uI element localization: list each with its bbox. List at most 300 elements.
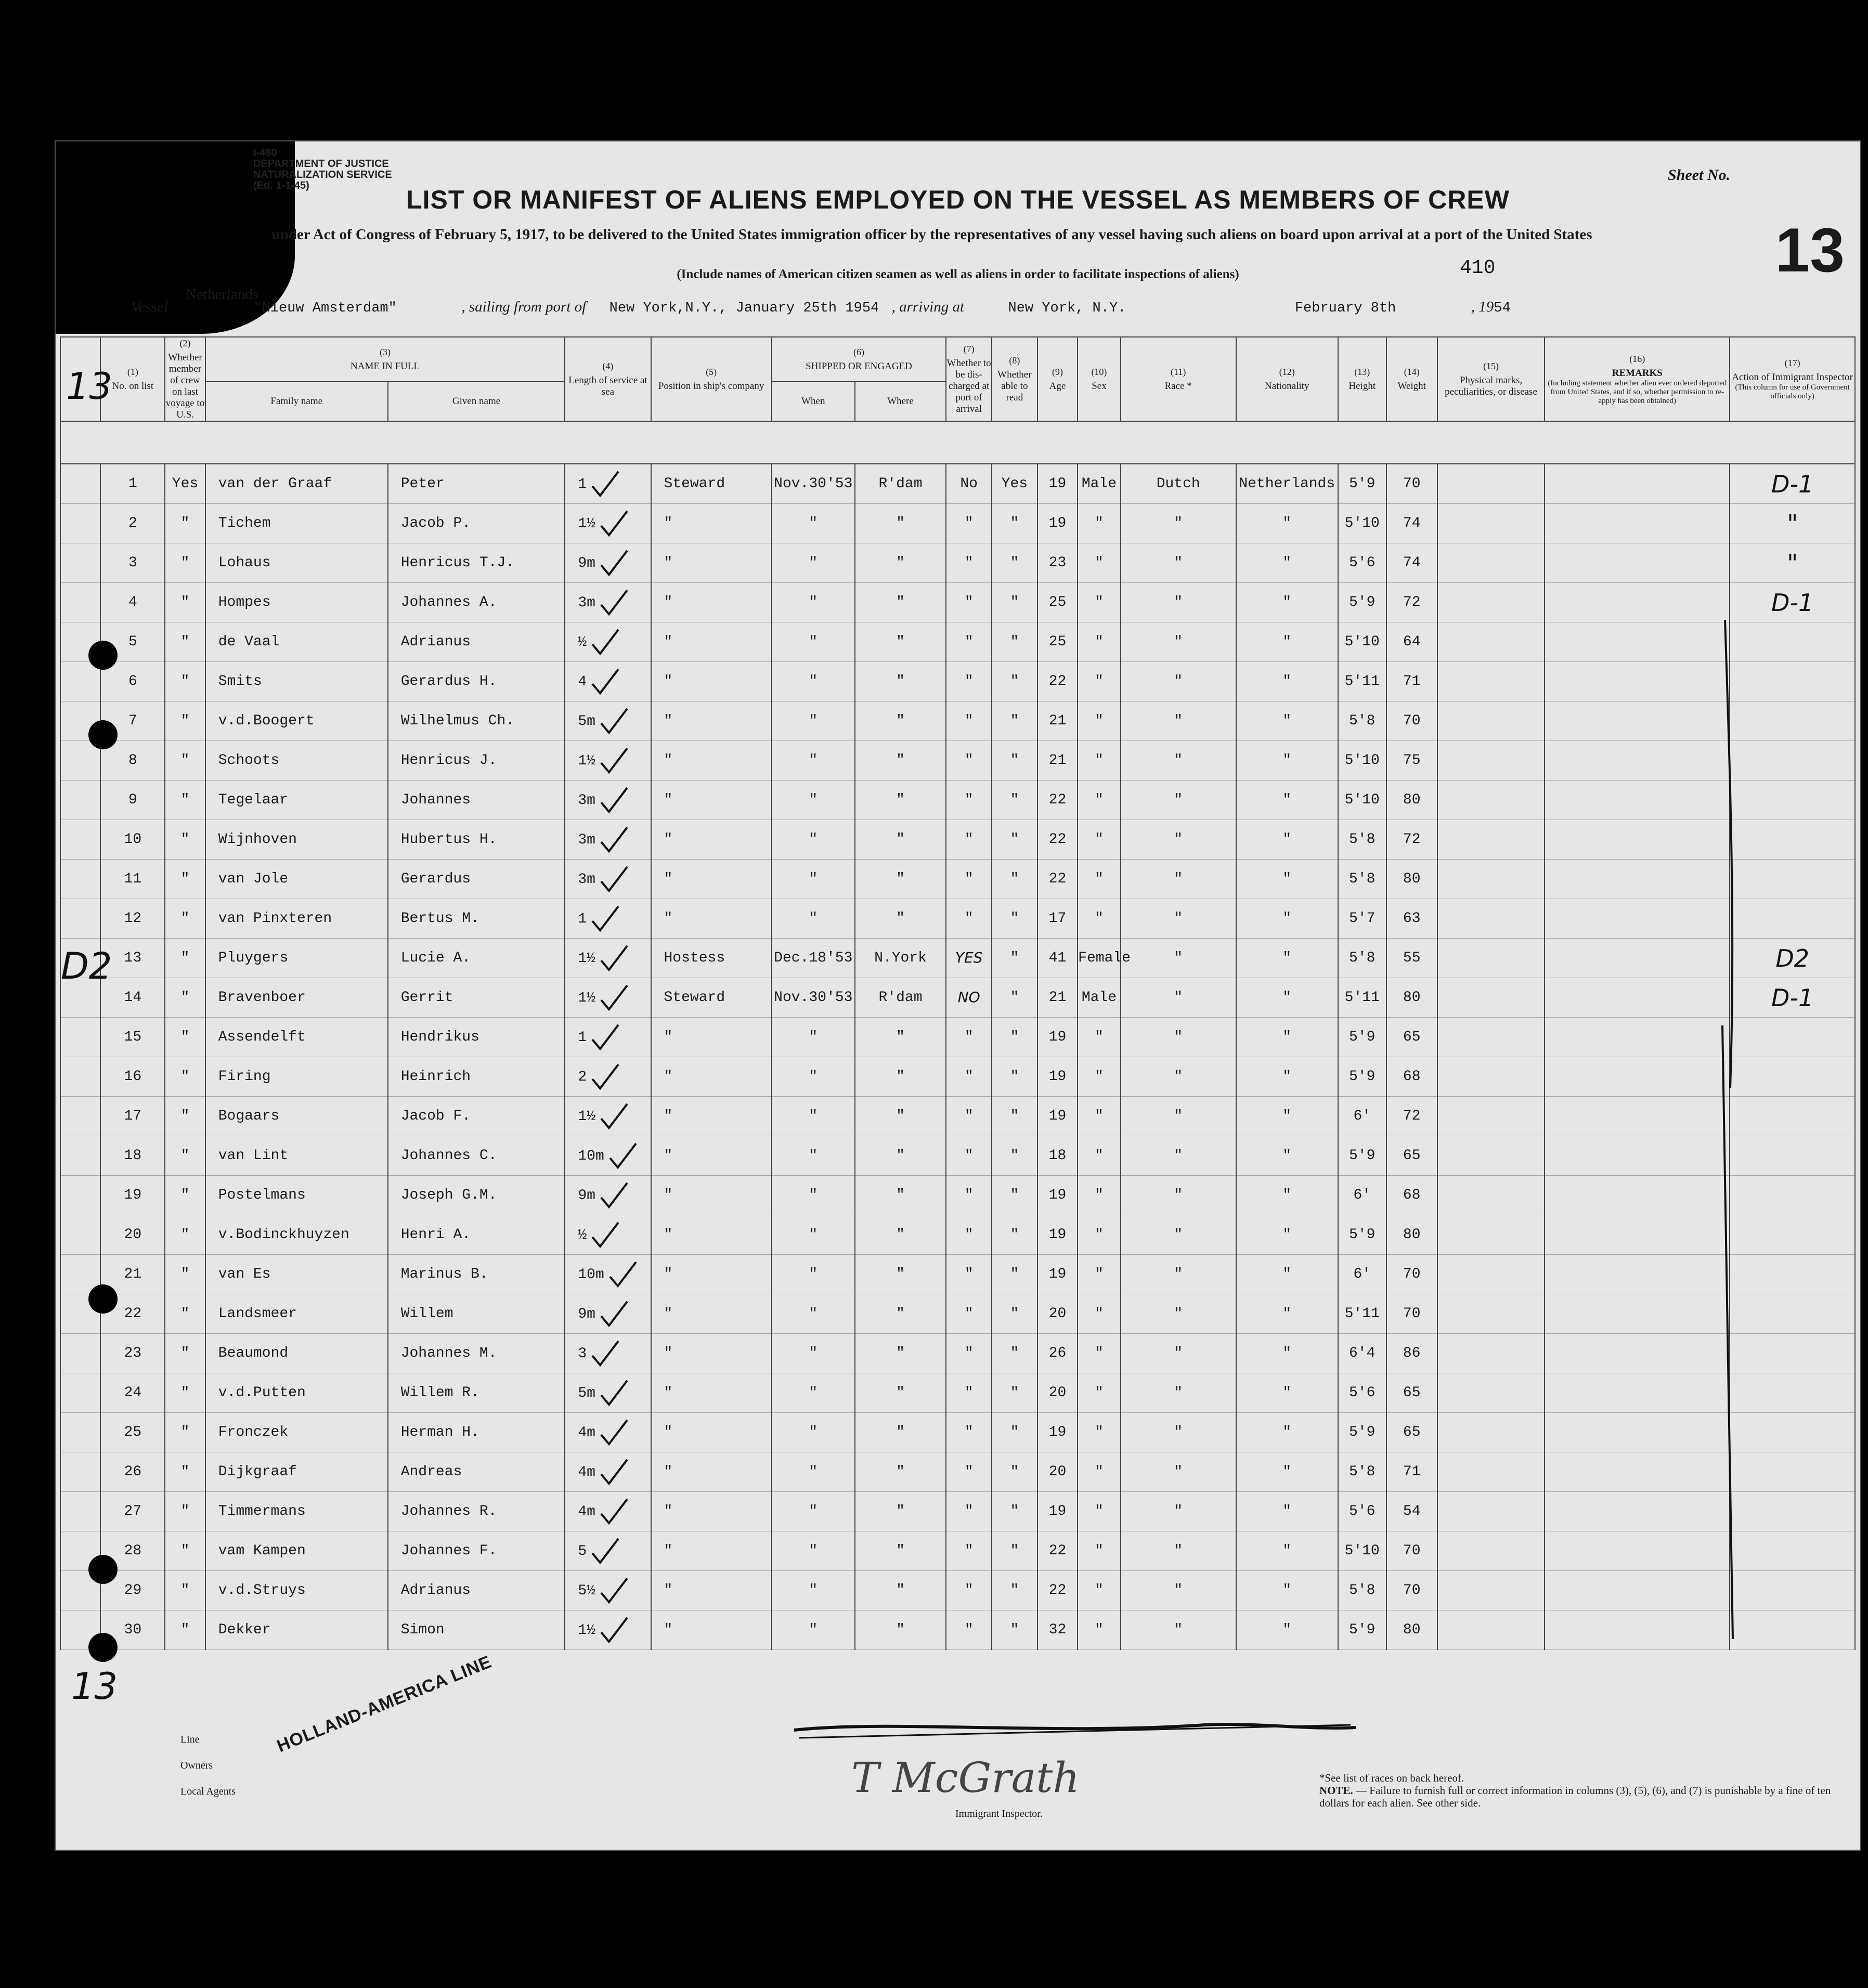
cell-action [1730, 1255, 1855, 1294]
checkmark-icon [590, 470, 621, 498]
header-spacer [60, 421, 1855, 464]
row-margin [60, 1492, 100, 1531]
table-row [60, 1294, 1855, 1334]
cell-no: 29 [100, 1571, 165, 1610]
cell-action [1730, 1294, 1855, 1334]
cell-disch: " [946, 701, 992, 741]
cell-sex: " [1078, 1334, 1121, 1373]
cell-where: " [855, 1452, 946, 1492]
cell-where: " [855, 1610, 946, 1650]
cell-given: Willem [388, 1294, 565, 1334]
cell-height: 5'9 [1338, 1215, 1386, 1255]
cell-sex: " [1078, 1136, 1121, 1176]
cell-action [1730, 1334, 1855, 1373]
table-row [60, 701, 1855, 741]
cell-when: " [772, 1413, 855, 1452]
cell-sex: " [1078, 1097, 1121, 1136]
cell-when: " [772, 1373, 855, 1413]
cell-weight: 68 [1386, 1057, 1437, 1097]
cell-read: " [992, 1492, 1037, 1531]
cell-when: " [772, 662, 855, 701]
vessel-name: "Nieuw Amsterdam" [253, 301, 397, 316]
cell-weight: 70 [1386, 1571, 1437, 1610]
cell-remarks [1545, 1018, 1730, 1057]
cell-last: " [165, 978, 205, 1018]
cell-physical [1437, 583, 1545, 622]
cell-weight: 70 [1386, 1294, 1437, 1334]
cell-height: 5'6 [1338, 543, 1386, 583]
cell-no: 6 [100, 662, 165, 701]
table-row [60, 978, 1855, 1018]
cell-physical [1437, 1255, 1545, 1294]
punch-hole [88, 720, 118, 749]
table-row [60, 741, 1855, 781]
cell-when: " [772, 504, 855, 543]
cell-physical [1437, 1373, 1545, 1413]
cell-weight: 54 [1386, 1492, 1437, 1531]
checkmark-icon [590, 628, 621, 656]
cell-weight: 63 [1386, 899, 1437, 939]
cell-where: " [855, 662, 946, 701]
cell-remarks [1545, 860, 1730, 899]
cell-family: Hompes [205, 583, 388, 622]
cell-family: v.Bodinckhuyzen [205, 1215, 388, 1255]
cell-disch: " [946, 899, 992, 939]
cell-nat: " [1236, 820, 1338, 860]
header-height: (13) Height [1338, 337, 1386, 421]
cell-given: Heinrich [388, 1057, 565, 1097]
table-row [60, 1571, 1855, 1610]
cell-no: 14 [100, 978, 165, 1018]
cell-position: Hostess [651, 939, 772, 978]
cell-weight: 86 [1386, 1334, 1437, 1373]
cell-disch: " [946, 1097, 992, 1136]
cell-age: 19 [1037, 1255, 1078, 1294]
cell-race: " [1121, 899, 1236, 939]
cell-age: 25 [1037, 583, 1078, 622]
margin-note-bottom: 13 [71, 1665, 118, 1708]
line-label: Line [180, 1734, 200, 1745]
punch-hole [88, 1633, 118, 1662]
cell-remarks [1545, 701, 1730, 741]
cell-family: Tichem [205, 504, 388, 543]
cell-disch: " [946, 781, 992, 820]
header-age: (9) Age [1037, 337, 1078, 421]
cell-family: Postelmans [205, 1176, 388, 1215]
checkmark-icon [599, 1458, 630, 1486]
cell-read: " [992, 820, 1037, 860]
cell-no: 13 [100, 939, 165, 978]
cell-action: D-1 [1730, 464, 1855, 504]
cell-physical [1437, 1097, 1545, 1136]
cell-service: 1 [565, 1018, 651, 1057]
cell-position: " [651, 1215, 772, 1255]
cell-read: " [992, 741, 1037, 781]
checkmark-icon [599, 746, 630, 775]
cell-service: 3m [565, 583, 651, 622]
cell-position: " [651, 820, 772, 860]
cell-no: 24 [100, 1373, 165, 1413]
cell-when: " [772, 899, 855, 939]
cell-sex: " [1078, 583, 1121, 622]
cell-given: Henricus J. [388, 741, 565, 781]
cell-service: 5m [565, 701, 651, 741]
row-margin [60, 1018, 100, 1057]
cell-family: van Pinxteren [205, 899, 388, 939]
row-margin [60, 1176, 100, 1215]
cell-service: 1½ [565, 1610, 651, 1650]
checkmark-icon [599, 1497, 630, 1526]
cell-when: " [772, 543, 855, 583]
cell-action [1730, 899, 1855, 939]
cell-given: Gerardus H. [388, 662, 565, 701]
cell-read: " [992, 1136, 1037, 1176]
cell-read: " [992, 543, 1037, 583]
cell-weight: 70 [1386, 464, 1437, 504]
sheet-label: Sheet No. [1668, 166, 1730, 184]
cell-where: " [855, 701, 946, 741]
cell-position: " [651, 1492, 772, 1531]
cell-height: 5'8 [1338, 1452, 1386, 1492]
row-margin [60, 860, 100, 899]
table-row [60, 504, 1855, 543]
cell-age: 19 [1037, 1176, 1078, 1215]
cell-read: " [992, 939, 1037, 978]
cell-race: " [1121, 543, 1236, 583]
cell-remarks [1545, 1176, 1730, 1215]
cell-disch: " [946, 1136, 992, 1176]
cell-family: Landsmeer [205, 1294, 388, 1334]
cell-given: Simon [388, 1610, 565, 1650]
cell-last: " [165, 1057, 205, 1097]
cell-disch: " [946, 1057, 992, 1097]
cell-action [1730, 781, 1855, 820]
cell-family: Assendelft [205, 1018, 388, 1057]
cell-disch: NO [946, 978, 992, 1018]
cell-remarks [1545, 820, 1730, 860]
cell-nat: " [1236, 1531, 1338, 1571]
checkmark-icon [590, 1062, 621, 1091]
cell-race: " [1121, 1255, 1236, 1294]
cell-read: " [992, 899, 1037, 939]
cell-where: " [855, 1136, 946, 1176]
cell-last: " [165, 1531, 205, 1571]
cell-position: " [651, 1057, 772, 1097]
checkmark-icon [590, 1023, 621, 1051]
cell-remarks [1545, 1610, 1730, 1650]
cell-remarks [1545, 978, 1730, 1018]
cell-given: Johannes R. [388, 1492, 565, 1531]
cell-action [1730, 1610, 1855, 1650]
cell-weight: 71 [1386, 1452, 1437, 1492]
cell-nat: " [1236, 1452, 1338, 1492]
cell-where: " [855, 543, 946, 583]
cell-nat: " [1236, 622, 1338, 662]
cell-race: " [1121, 1334, 1236, 1373]
cell-read: " [992, 860, 1037, 899]
cell-given: Adrianus [388, 1571, 565, 1610]
checkmark-icon [599, 1379, 630, 1407]
checkmark-icon [599, 707, 630, 735]
cell-physical [1437, 464, 1545, 504]
header-position: (5) Position in ship's company [651, 337, 772, 421]
header-last-voyage: (2) Whether member of crew on last voyage to U.S. [165, 338, 205, 420]
cell-disch: " [946, 622, 992, 662]
cell-disch: " [946, 583, 992, 622]
cell-weight: 64 [1386, 622, 1437, 662]
cell-given: Willem R. [388, 1373, 565, 1413]
cell-position: " [651, 1294, 772, 1334]
row-margin [60, 1097, 100, 1136]
cell-disch: " [946, 1492, 992, 1531]
cell-race: " [1121, 622, 1236, 662]
cell-family: v.d.Boogert [205, 701, 388, 741]
cell-when: " [772, 1531, 855, 1571]
cell-when: Dec.18'53 [772, 939, 855, 978]
cell-height: 5'6 [1338, 1373, 1386, 1413]
cell-where: " [855, 1215, 946, 1255]
header-discharged: (7) Whether to be dis-charged at port of arrival [946, 337, 992, 421]
table-row [60, 1018, 1855, 1057]
cell-given: Johannes F. [388, 1531, 565, 1571]
header-read: (8) Whether able to read [992, 337, 1037, 421]
cell-service: 10m [565, 1255, 651, 1294]
cell-family: van Es [205, 1255, 388, 1294]
cell-where: " [855, 583, 946, 622]
cell-where: " [855, 860, 946, 899]
cell-disch: " [946, 1571, 992, 1610]
cell-height: 5'8 [1338, 939, 1386, 978]
cell-disch: " [946, 1255, 992, 1294]
cell-race: " [1121, 1452, 1236, 1492]
row-margin [60, 504, 100, 543]
table-row [60, 939, 1855, 978]
cell-height: 5'10 [1338, 741, 1386, 781]
cell-where: " [855, 1373, 946, 1413]
cell-age: 22 [1037, 1571, 1078, 1610]
header-action: (17) Action of Immigrant Inspector (This column for use of Government officials only) [1730, 337, 1855, 421]
table-row [60, 1057, 1855, 1097]
cell-read: " [992, 1176, 1037, 1215]
cell-no: 17 [100, 1097, 165, 1136]
cell-position: " [651, 1413, 772, 1452]
cell-read: " [992, 1452, 1037, 1492]
cell-sex: " [1078, 1373, 1121, 1413]
cell-where: " [855, 1018, 946, 1057]
cell-age: 19 [1037, 504, 1078, 543]
cell-read: " [992, 978, 1037, 1018]
cell-last: " [165, 583, 205, 622]
cell-race: " [1121, 1413, 1236, 1452]
cell-nat: " [1236, 504, 1338, 543]
cell-weight: 72 [1386, 1097, 1437, 1136]
checkmark-icon [599, 509, 630, 538]
cell-last: " [165, 1018, 205, 1057]
cell-no: 28 [100, 1531, 165, 1571]
footer-note: *See list of races on back hereof. NOTE. — Failure to furnish full or correct information in columns (3), (5), (6), and (7) is punishable by a fine of ten dollars for each alien. See other side. [1319, 1772, 1831, 1809]
cell-remarks [1545, 1531, 1730, 1571]
header-where: Where [855, 382, 946, 421]
cell-read: " [992, 1334, 1037, 1373]
cell-race: " [1121, 504, 1236, 543]
cell-position: " [651, 1610, 772, 1650]
cell-disch: " [946, 1610, 992, 1650]
cell-where: " [855, 1294, 946, 1334]
cell-height: 5'8 [1338, 701, 1386, 741]
cell-when: " [772, 1215, 855, 1255]
cell-height: 5'11 [1338, 662, 1386, 701]
checkmark-icon [590, 1220, 621, 1249]
cell-physical [1437, 1018, 1545, 1057]
cell-read: " [992, 1255, 1037, 1294]
cell-remarks [1545, 1097, 1730, 1136]
row-margin [60, 1215, 100, 1255]
cell-action [1730, 1452, 1855, 1492]
cell-when: " [772, 1018, 855, 1057]
cell-age: 19 [1037, 1413, 1078, 1452]
cell-sex: " [1078, 820, 1121, 860]
cell-given: Joseph G.M. [388, 1176, 565, 1215]
cell-nat: " [1236, 899, 1338, 939]
margin-note-d2: D2 [61, 945, 112, 987]
cell-position: " [651, 1176, 772, 1215]
cell-last: " [165, 1215, 205, 1255]
cell-remarks [1545, 1413, 1730, 1452]
cell-disch: " [946, 1215, 992, 1255]
cell-nat: " [1236, 1057, 1338, 1097]
cell-no: 22 [100, 1294, 165, 1334]
cell-weight: 70 [1386, 1531, 1437, 1571]
cell-physical [1437, 741, 1545, 781]
cell-when: " [772, 583, 855, 622]
cell-given: Johannes C. [388, 1136, 565, 1176]
checkmark-icon [590, 667, 621, 696]
checkmark-icon [599, 588, 630, 617]
cell-nat: Netherlands [1236, 464, 1338, 504]
row-margin [60, 1334, 100, 1373]
cell-read: " [992, 1097, 1037, 1136]
cell-action [1730, 1057, 1855, 1097]
stamp-number: 410 [1460, 257, 1496, 279]
cell-when: " [772, 1610, 855, 1650]
cell-last: " [165, 860, 205, 899]
cell-action [1730, 701, 1855, 741]
cell-physical [1437, 978, 1545, 1018]
cell-last: " [165, 1294, 205, 1334]
cell-service: 9m [565, 1294, 651, 1334]
cell-family: Dijkgraaf [205, 1452, 388, 1492]
cell-sex: " [1078, 543, 1121, 583]
header-when: When [772, 382, 855, 421]
cell-no: 26 [100, 1452, 165, 1492]
cell-race: Dutch [1121, 464, 1236, 504]
cell-nat: " [1236, 1176, 1338, 1215]
cell-nat: " [1236, 1294, 1338, 1334]
header-sex: (10) Sex [1078, 337, 1121, 421]
cell-disch: No [946, 464, 992, 504]
cell-last: " [165, 504, 205, 543]
cell-last: " [165, 741, 205, 781]
cell-weight: 65 [1386, 1373, 1437, 1413]
checkmark-icon [599, 1181, 630, 1210]
action-continuation-line-2 [1712, 1025, 1743, 1649]
cell-race: " [1121, 820, 1236, 860]
cell-remarks [1545, 1215, 1730, 1255]
cell-when: " [772, 1176, 855, 1215]
row-margin [60, 464, 100, 504]
margin-note-top: 13 [66, 365, 113, 408]
cell-where: " [855, 1097, 946, 1136]
cell-service: 4m [565, 1452, 651, 1492]
cell-physical [1437, 1571, 1545, 1610]
cell-last: " [165, 622, 205, 662]
cell-remarks [1545, 741, 1730, 781]
cell-sex: " [1078, 1255, 1121, 1294]
cell-family: Firing [205, 1057, 388, 1097]
cell-weight: 65 [1386, 1413, 1437, 1452]
cell-last: " [165, 899, 205, 939]
cell-service: ½ [565, 622, 651, 662]
cell-given: Jacob F. [388, 1097, 565, 1136]
cell-position: Steward [651, 978, 772, 1018]
cell-nat: " [1236, 978, 1338, 1018]
cell-where: R'dam [855, 464, 946, 504]
cell-when: " [772, 701, 855, 741]
cell-disch: " [946, 1531, 992, 1571]
cell-position: " [651, 1334, 772, 1373]
cell-remarks [1545, 1294, 1730, 1334]
row-margin [60, 1413, 100, 1452]
cell-weight: 80 [1386, 1610, 1437, 1650]
cell-action: " [1730, 504, 1855, 543]
cell-read: " [992, 781, 1037, 820]
row-margin [60, 1136, 100, 1176]
cell-sex: " [1078, 504, 1121, 543]
cell-age: 22 [1037, 781, 1078, 820]
vessel-line: Vessel "Nieuw Amsterdam" , sailing from port of New York,N.Y., January 25th 1954 , arriving at New York, N.Y. February 8th , 1954 [131, 298, 1511, 316]
checkmark-icon [590, 904, 621, 933]
cell-race: " [1121, 662, 1236, 701]
cell-position: " [651, 1136, 772, 1176]
cell-remarks [1545, 662, 1730, 701]
table-row [60, 622, 1855, 662]
cell-disch: " [946, 860, 992, 899]
cell-position: " [651, 622, 772, 662]
cell-nat: " [1236, 1334, 1338, 1373]
cell-last: Yes [165, 464, 205, 504]
cell-physical [1437, 820, 1545, 860]
cell-no: 5 [100, 622, 165, 662]
cell-race: " [1121, 1057, 1236, 1097]
cell-given: Hubertus H. [388, 820, 565, 860]
cell-race: " [1121, 1176, 1236, 1215]
row-margin [60, 543, 100, 583]
punch-hole [88, 641, 118, 670]
local-agents-label: Local Agents [180, 1786, 236, 1797]
header-family: Family name [205, 382, 388, 421]
table-row [60, 1334, 1855, 1373]
cell-action [1730, 1373, 1855, 1413]
cell-service: 5 [565, 1531, 651, 1571]
cell-remarks [1545, 781, 1730, 820]
cell-when: " [772, 820, 855, 860]
cell-read: " [992, 1018, 1037, 1057]
cell-race: " [1121, 1373, 1236, 1413]
cell-age: 17 [1037, 899, 1078, 939]
cell-no: 11 [100, 860, 165, 899]
cell-given: Adrianus [388, 622, 565, 662]
cell-height: 5'8 [1338, 860, 1386, 899]
